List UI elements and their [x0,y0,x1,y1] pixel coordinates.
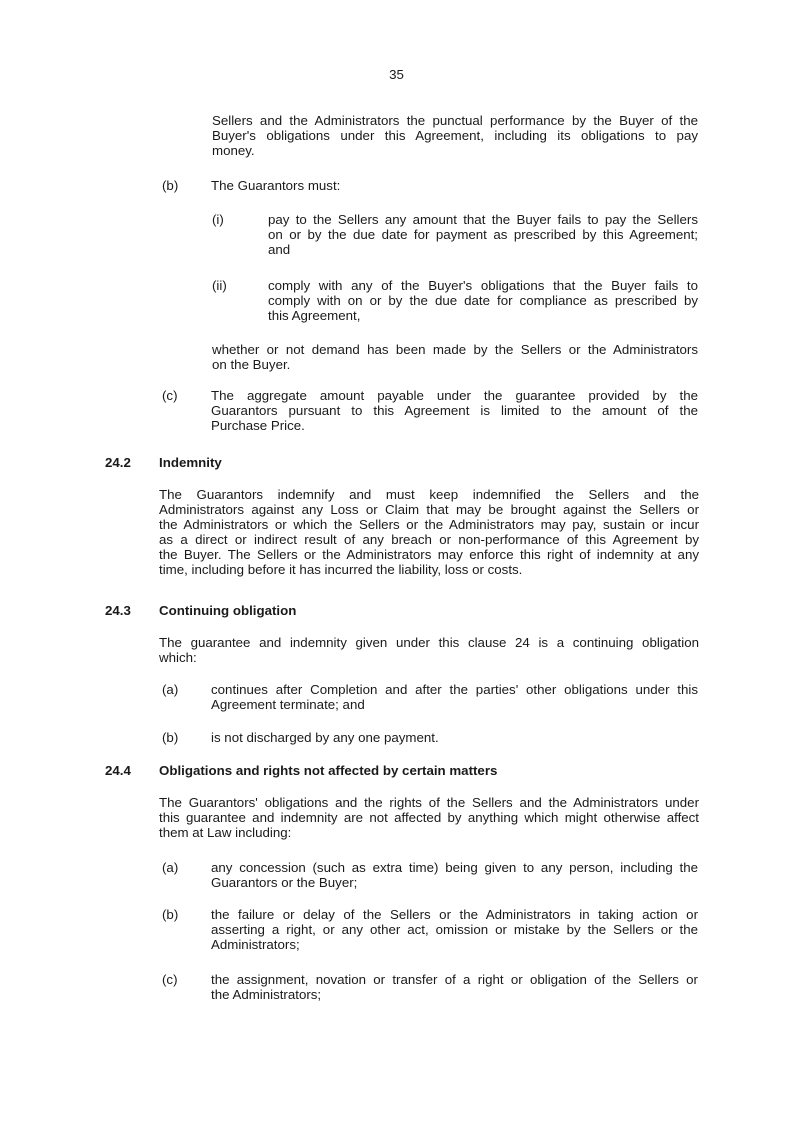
list-item-text: The aggregate amount payable under the guarantee provided by the Guarantors pursuant to this Agreement is limited to the amount of the Purchase Price. [211,388,698,433]
list-item-text: the assignment, novation or transfer of a right or obligation of the Sellers or the Administrators; [211,972,698,1002]
list-item-label: (a) [162,682,179,697]
sub-list-item-ii [212,278,698,323]
clause-title: Continuing obligation [159,603,297,618]
list-item-c [162,972,698,1002]
clause-number: 24.3 [105,603,131,618]
continuation-paragraph: Sellers and the Administrators the punctual performance by the Buyer of the Buyer's obligations under this Agreement, including its obligations to pay money. [212,113,698,158]
list-item-label: (a) [162,860,179,875]
sub-list-item-i [212,212,698,257]
list-item-label: (c) [162,972,178,987]
list-item-b [162,907,698,952]
clause-number: 24.4 [105,763,131,778]
list-item-label: (b) [162,907,179,922]
sub-list-item-text: pay to the Sellers any amount that the Buyer fails to pay the Sellers on or by the due date for payment as prescribed by this Agreement; and [268,212,698,257]
sub-list-item-text: comply with any of the Buyer's obligations that the Buyer fails to comply with on or by the due date for compliance as prescribed by this Agreement, [268,278,698,323]
list-item-label: (c) [162,388,178,403]
list-item-text: The Guarantors must: [211,178,341,193]
list-item-text: any concession (such as extra time) being given to any person, including the Guarantors or the Buyer; [211,860,698,890]
clause-24-4-body: The Guarantors' obligations and the rights of the Sellers and the Administrators under this guarantee and indemnity are not affected by anything which might otherwise affect them at Law including: [159,795,699,840]
clause-title: Obligations and rights not affected by certain matters [159,763,498,778]
clause-heading-24-4 [105,763,697,778]
item-b-closing-paragraph: whether or not demand has been made by the Sellers or the Administrators on the Buyer. [212,342,698,372]
list-item-a [162,682,698,712]
list-item-label: (b) [162,730,179,745]
clause-title: Indemnity [159,455,222,470]
clause-heading-24-2 [105,455,697,470]
clause-heading-24-3 [105,603,697,618]
list-item-b [162,730,698,745]
clause-24-2-body: The Guarantors indemnify and must keep indemnified the Sellers and the Administrators against any Loss or Claim that may be brought against the Sellers or the Administrators or which the Sellers or the Administrators may pay, sustain or incur as a direct or indirect result of any breach or non-performance of this Agreement by the Buyer. The Sellers or the Administrators may enforce this right of indemnity at any time, including before it has incurred the liability, loss or costs. [159,487,699,577]
list-item-text: the failure or delay of the Sellers or the Administrators in taking action or asserting a right, or any other act, omission or mistake by the Sellers or the Administrators; [211,907,698,952]
list-item-c [162,388,698,433]
clause-24-3-body: The guarantee and indemnity given under this clause 24 is a continuing obligation which: [159,635,699,665]
clause-number: 24.2 [105,455,131,470]
list-item-label: (b) [162,178,179,193]
sub-list-item-label: (ii) [212,278,227,293]
list-item-a [162,860,698,890]
page-number: 35 [389,67,404,82]
list-item-text: continues after Completion and after the parties' other obligations under this Agreement terminate; and [211,682,698,712]
sub-list-item-label: (i) [212,212,224,227]
list-item-b [162,178,698,193]
list-item-text: is not discharged by any one payment. [211,730,439,745]
